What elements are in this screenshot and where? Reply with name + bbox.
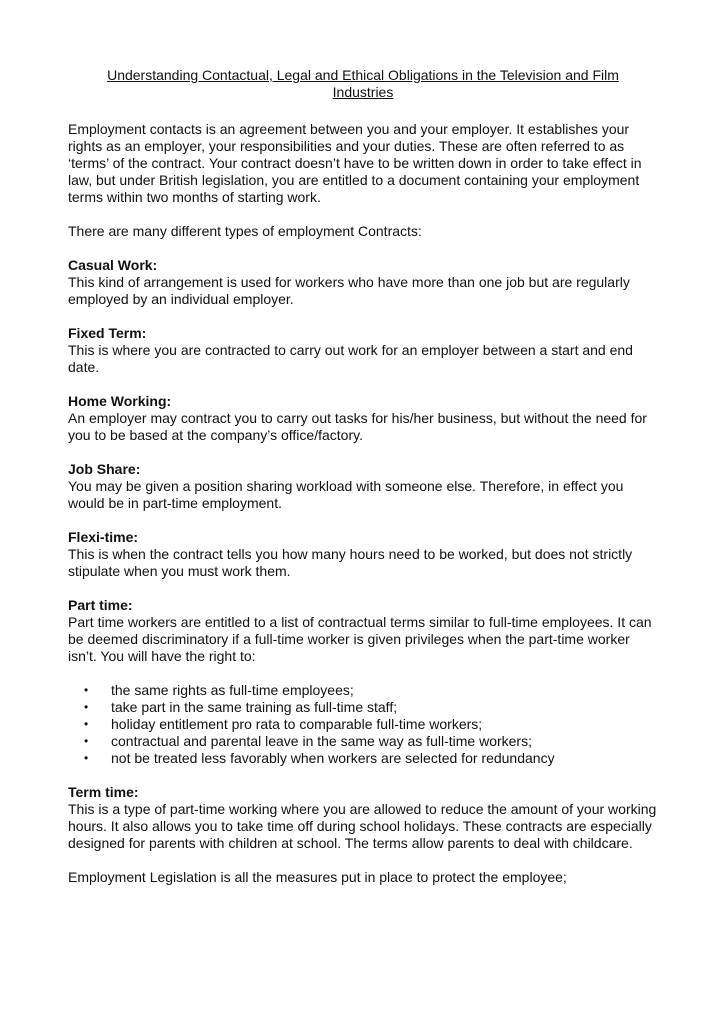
section-flexi-time (68, 529, 658, 580)
section-body: You may be given a position sharing workload with someone else. Therefore, in effect you would be in part-time employment. (68, 478, 624, 511)
list-item-text: take part in the same training as full-time staff; (111, 699, 398, 715)
document-page (68, 67, 658, 903)
list-item-text: contractual and parental leave in the same way as full-time workers; (111, 733, 532, 749)
list-item-text: holiday entitlement pro rata to comparable full-time workers; (111, 716, 483, 732)
bullet-icon: • (84, 734, 89, 748)
legislation-paragraph: Employment Legislation is all the measures put in place to protect the employee; (68, 869, 567, 885)
section-heading: Flexi-time: (68, 529, 139, 545)
list-item (68, 750, 658, 767)
bullet-icon: • (84, 751, 89, 765)
section-home-working (68, 393, 658, 444)
section-casual-work (68, 257, 658, 308)
section-fixed-term (68, 325, 658, 376)
section-heading: Part time: (68, 597, 133, 613)
list-item (68, 716, 658, 733)
section-heading: Job Share: (68, 461, 141, 477)
document-title: Understanding Contactual, Legal and Ethical Obligations in the Television and Film Industries (107, 67, 619, 100)
section-heading: Casual Work: (68, 257, 158, 273)
section-body: This is when the contract tells you how many hours need to be worked, but does not strictly stipulate when you must work them. (68, 546, 633, 579)
section-body: This kind of arrangement is used for workers who have more than one job but are regularly employed by an individual employer. (68, 274, 630, 307)
section-heading: Term time: (68, 784, 139, 800)
list-item (68, 699, 658, 716)
bullet-icon: • (84, 700, 89, 714)
part-time-rights-list (68, 682, 658, 767)
section-term-time (68, 784, 658, 852)
bullet-icon: • (84, 717, 89, 731)
contract-types-intro: There are many different types of employment Contracts: (68, 223, 422, 239)
section-job-share (68, 461, 658, 512)
list-item-text: not be treated less favorably when workers are selected for redundancy (111, 750, 555, 766)
list-item (68, 682, 658, 699)
list-item-text: the same rights as full-time employees; (111, 682, 354, 698)
list-item (68, 733, 658, 750)
bullet-icon: • (84, 683, 89, 697)
intro-paragraph: Employment contacts is an agreement between you and your employer. It establishes your rights as an employer, your responsibilities and your duties. These are often referred to as ‘terms’ of the contract. Your contract doesn’t have to be written down in order to take effect in law, but under British legislation, you are entitled to a document containing your employment terms within two months of starting work. (68, 121, 642, 205)
section-body: Part time workers are entitled to a list of contractual terms similar to full-time employees. It can be deemed discriminatory if a full-time worker is given privileges when the part-time worker isn’t. You will have the right to: (68, 614, 652, 664)
section-part-time (68, 597, 658, 665)
section-body: This is where you are contracted to carry out work for an employer between a start and end date. (68, 342, 633, 375)
section-heading: Fixed Term: (68, 325, 147, 341)
section-body: An employer may contract you to carry out tasks for his/her business, but without the need for you to be based at the company’s office/factory. (68, 410, 647, 443)
section-heading: Home Working: (68, 393, 172, 409)
section-body: This is a type of part-time working where you are allowed to reduce the amount of your working hours. It also allows you to take time off during school holidays. These contracts are especially designed for parents with children at school. The terms allow parents to deal with childcare. (68, 801, 657, 851)
